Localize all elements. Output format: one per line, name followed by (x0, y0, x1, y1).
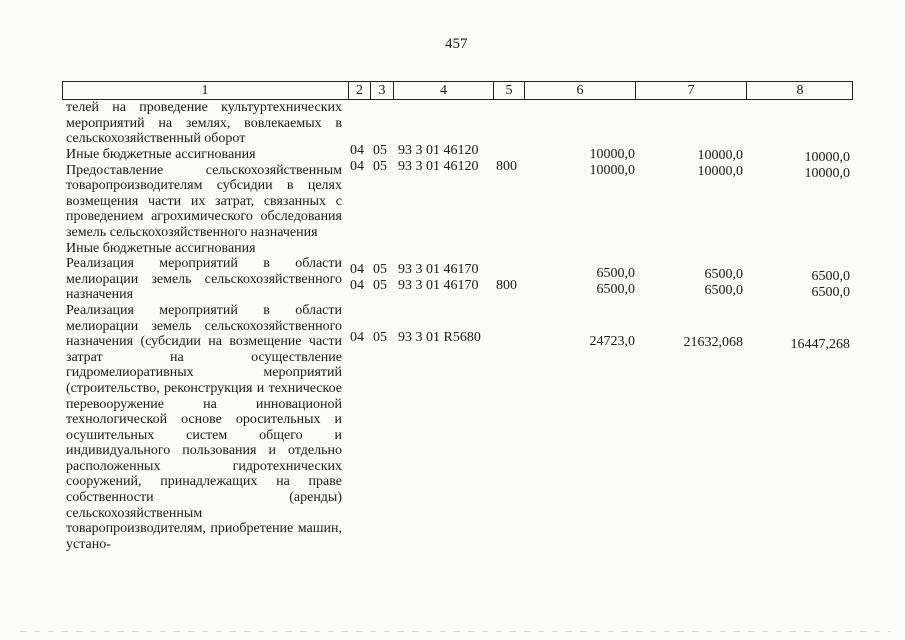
cell-c2: 04 (350, 159, 364, 174)
cell-c6: 6500,0 (596, 266, 635, 281)
cell-c4: 93 3 01 46170 (398, 278, 479, 293)
cell-c3: 05 (373, 262, 387, 277)
cell-c7: 10000,0 (697, 164, 743, 179)
description-column (66, 100, 342, 552)
cell-c6: 10000,0 (589, 163, 635, 178)
cell-c5: 800 (496, 159, 517, 174)
cell-c8: 16447,268 (790, 337, 850, 352)
cell-c7: 21632,068 (683, 335, 743, 350)
header-col-8: 8 (746, 81, 853, 100)
header-col-2: 2 (348, 81, 370, 100)
description-block: телей на проведение культуртехнических мероприятий на землях, вовлекаемых в сельскохозяйственный оборот (66, 100, 342, 147)
cell-c3: 05 (373, 278, 387, 293)
cell-c4: 93 3 01 46120 (398, 143, 479, 158)
cell-c3: 05 (373, 159, 387, 174)
cell-c8: 10000,0 (804, 166, 850, 181)
cell-c4: 93 3 01 46120 (398, 159, 479, 174)
cell-c8: 10000,0 (804, 150, 850, 165)
header-col-7: 7 (635, 81, 746, 100)
header-col-6: 6 (524, 81, 635, 100)
cell-c7: 6500,0 (704, 283, 743, 298)
cell-c2: 04 (350, 262, 364, 277)
cell-c7: 6500,0 (704, 267, 743, 282)
cell-c2: 04 (350, 330, 364, 345)
header-col-1: 1 (201, 83, 209, 98)
cell-c6: 10000,0 (589, 147, 635, 162)
cell-c3: 05 (373, 330, 387, 345)
description-block: Иные бюджетные ассигнования (66, 147, 256, 162)
cell-c6: 24723,0 (589, 334, 635, 349)
cell-c2: 04 (350, 143, 364, 158)
cell-c2: 04 (350, 278, 364, 293)
cell-c4: 93 3 01 46170 (398, 262, 479, 277)
cell-c4: 93 3 01 R5680 (398, 330, 481, 345)
header-col-5: 5 (493, 81, 524, 100)
description-block: Реализация мероприятий в области мелиорации земель сельскохозяйственного назначения (субсидии на возмещение части затрат на осуществление гидромелиоративных мероприятий (строительство, реконструкция и техническое перевооружение на инновационой технологической основе оросительных и осушительных систем общего и индивидуального пользования и отдельно расположенных гидротехнических сооружений, принадлежащих на праве собственности (аренды) сельскохозяйственным товаропроизводителям, приобретение машин, устано- (66, 302, 342, 552)
cell-c7: 10000,0 (697, 148, 743, 163)
cell-c6: 6500,0 (596, 282, 635, 297)
cell-c5: 800 (496, 278, 517, 293)
cell-c3: 05 (373, 143, 387, 158)
description-block: Реализация мероприятий в области мелиорации земель сельскохозяйственного назначения (66, 256, 342, 303)
description-block: Предоставление сельскохозяйственным товаропроизводителям субсидии в целях возмещения части их затрат, связанных с проведением агрохимического обследования земель сельскохозяйственного назначения (66, 162, 342, 240)
description-block: Иные бюджетные ассигнования (66, 240, 256, 256)
header-col-4: 4 (393, 81, 493, 100)
header-col-3: 3 (370, 81, 393, 100)
cell-c8: 6500,0 (811, 269, 850, 284)
scan-artifact-line (20, 631, 890, 632)
cell-c8: 6500,0 (811, 285, 850, 300)
page-number: 457 (445, 36, 468, 52)
